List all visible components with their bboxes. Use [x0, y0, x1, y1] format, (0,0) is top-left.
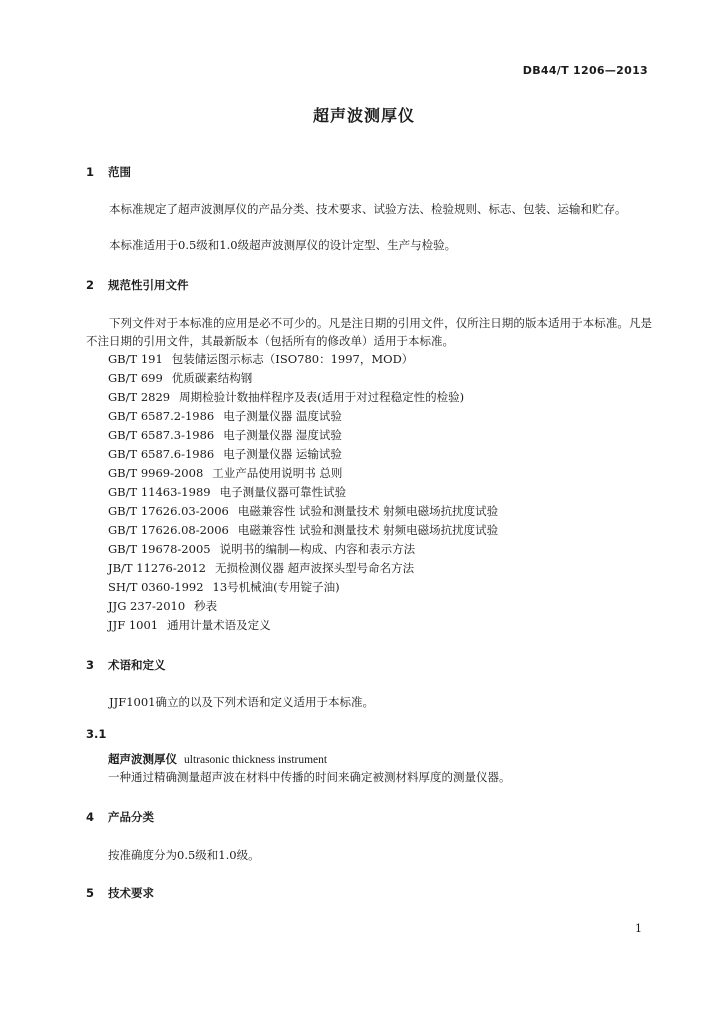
reference-title: 包装储运图示标志（ISO780：1997，MOD） [171, 352, 414, 366]
reference-item [108, 445, 342, 463]
reference-code: SH/T 0360-1992 [108, 580, 204, 594]
term-chinese: 超声波测厚仪 [108, 752, 177, 766]
section-title: 技术要求 [108, 886, 155, 900]
reference-title: 电子测量仪器可靠性试验 [219, 485, 347, 499]
section-number: 1 [86, 165, 95, 179]
reference-title: 说明书的编制—构成、内容和表示方法 [219, 542, 416, 556]
reference-item [108, 350, 413, 368]
reference-code: GB/T 6587.2-1986 [108, 409, 215, 423]
reference-title: 13号机械油(专用锭子油) [212, 580, 340, 594]
section-heading-technical [86, 885, 154, 901]
reference-item [108, 559, 414, 577]
section-number: 3 [86, 658, 95, 672]
classification-text: 按准确度分为0.5级和1.0级。 [108, 848, 260, 862]
reference-title: 秒表 [194, 599, 218, 613]
page-number: 1 [635, 922, 642, 935]
reference-item [108, 369, 252, 387]
reference-code: GB/T 17626.03-2006 [108, 504, 229, 518]
standard-code: DB44/T 1206—2013 [522, 64, 648, 77]
reference-code: GB/T 699 [108, 371, 163, 385]
term-english: ultrasonic thickness instrument [184, 754, 328, 766]
reference-item [108, 388, 464, 406]
reference-code: GB/T 6587.6-1986 [108, 447, 215, 461]
reference-item [108, 483, 346, 501]
reference-item [108, 578, 340, 596]
subsection-number: 3.1 [86, 727, 107, 741]
reference-item [108, 616, 271, 634]
reference-code: GB/T 11463-1989 [108, 485, 211, 499]
normative-intro: 下列文件对于本标准的应用是必不可少的。凡是注日期的引用文件，仅所注日期的版本适用于本标准。凡是不注日期的引用文件，其最新版本（包括所有的修改单）适用于本标准。 [86, 316, 652, 348]
section-heading-classification [86, 809, 154, 825]
reference-item [108, 426, 342, 444]
reference-code: GB/T 191 [108, 352, 163, 366]
scope-paragraph-1: 本标准规定了超声波测厚仪的产品分类、技术要求、试验方法、检验规则、标志、包装、运输和贮存。 [109, 202, 627, 216]
section-title: 范围 [108, 165, 132, 179]
term-definition: 一种通过精确测量超声波在材料中传播的时间来确定被测材料厚度的测量仪器。 [108, 770, 511, 784]
reference-item [108, 540, 415, 558]
reference-item [108, 407, 342, 425]
reference-code: JJG 237-2010 [108, 599, 186, 613]
section-heading-terms [86, 657, 166, 673]
page-title: 超声波测厚仪 [312, 106, 415, 125]
section-heading-normative [86, 277, 189, 293]
reference-title: 电子测量仪器 湿度试验 [223, 428, 342, 442]
reference-code: GB/T 9969-2008 [108, 466, 204, 480]
reference-title: 电磁兼容性 试验和测量技术 射频电磁场抗扰度试验 [237, 504, 499, 518]
reference-code: JB/T 11276-2012 [108, 561, 206, 575]
reference-title: 通用计量术语及定义 [167, 618, 271, 632]
reference-title: 周期检验计数抽样程序及表(适用于对过程稳定性的检验) [179, 390, 465, 404]
term-entry [108, 750, 327, 769]
reference-title: 无损检测仪器 超声波探头型号命名方法 [215, 561, 415, 575]
reference-item [108, 521, 498, 539]
reference-title: 电子测量仪器 温度试验 [223, 409, 342, 423]
reference-title: 优质碳素结构钢 [171, 371, 253, 385]
section-number: 5 [86, 886, 95, 900]
reference-title: 工业产品使用说明书 总则 [212, 466, 343, 480]
reference-title: 电磁兼容性 试验和测量技术 射频电磁场抗扰度试验 [237, 523, 499, 537]
section-number: 4 [86, 810, 95, 824]
section-title: 产品分类 [108, 810, 155, 824]
reference-item [108, 502, 498, 520]
section-number: 2 [86, 278, 95, 292]
section-heading-scope [86, 164, 131, 180]
reference-code: JJF 1001 [108, 618, 159, 632]
reference-title: 电子测量仪器 运输试验 [223, 447, 342, 461]
terms-intro: JJF1001确立的以及下列术语和定义适用于本标准。 [109, 695, 374, 709]
section-title: 术语和定义 [108, 658, 166, 672]
reference-code: GB/T 6587.3-1986 [108, 428, 215, 442]
reference-item [108, 464, 342, 482]
reference-code: GB/T 19678-2005 [108, 542, 211, 556]
reference-code: GB/T 17626.08-2006 [108, 523, 229, 537]
reference-code: GB/T 2829 [108, 390, 171, 404]
section-title: 规范性引用文件 [108, 278, 189, 292]
scope-paragraph-2: 本标准适用于0.5级和1.0级超声波测厚仪的设计定型、生产与检验。 [109, 238, 457, 252]
reference-item [108, 597, 217, 615]
